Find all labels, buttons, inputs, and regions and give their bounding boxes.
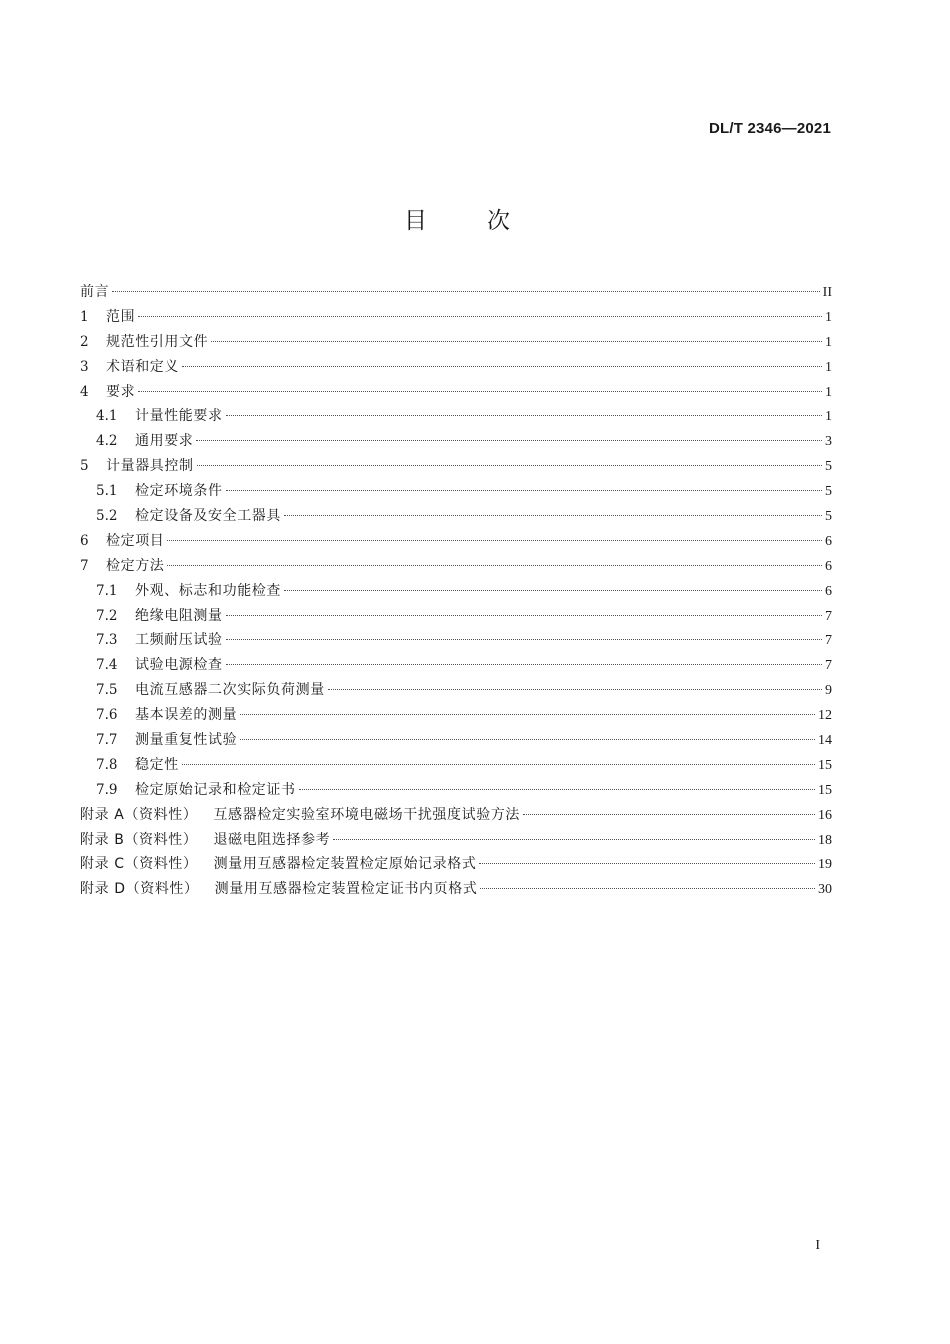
- toc-entry-number: 2: [80, 333, 89, 350]
- toc-entry[interactable]: [80, 380, 832, 405]
- toc-entry[interactable]: [80, 529, 832, 554]
- toc-leader-dots: [299, 789, 815, 790]
- toc-entry-page: 19: [818, 857, 832, 873]
- toc-entry-page: 5: [825, 509, 832, 525]
- toc-entry-page: 18: [818, 832, 832, 848]
- toc-entry-page: 3: [825, 434, 832, 450]
- toc-entry-label: 退磁电阻选择参考: [213, 831, 331, 848]
- toc-entry-number: 4: [80, 383, 89, 400]
- toc-entry-page: 15: [818, 757, 832, 773]
- toc-subentry[interactable]: [80, 479, 832, 504]
- toc-leader-dots: [196, 440, 822, 441]
- toc-entry-number: 7.7: [96, 732, 118, 749]
- toc-entry-number: 7.5: [96, 682, 118, 699]
- toc-entry-label: 要求: [106, 383, 136, 400]
- toc-leader-dots: [328, 689, 822, 690]
- toc-leader-dots: [226, 415, 822, 416]
- toc-entry-number: 6: [80, 532, 89, 549]
- toc-entry-page: 16: [818, 807, 832, 823]
- toc-entry-page: 5: [825, 459, 832, 475]
- toc-entry-page: 1: [825, 334, 832, 350]
- toc-entry-label: 绝缘电阻测量: [135, 607, 223, 624]
- toc-entry-label: 检定环境条件: [135, 483, 223, 500]
- toc-entry-label: 范围: [106, 308, 136, 325]
- toc-entry-number: 7: [80, 557, 89, 574]
- toc-entry-label: 通用要求: [135, 433, 194, 450]
- toc-entry-label: 前言: [80, 284, 110, 300]
- toc-entry-label: 计量性能要求: [135, 408, 223, 425]
- toc-entry-page: 7: [825, 608, 832, 624]
- toc-entry-number: 7.4: [96, 657, 118, 674]
- toc-entry-label: 检定设备及安全工器具: [135, 508, 281, 525]
- toc-leader-dots: [167, 565, 822, 566]
- toc-entry-number: 7.6: [96, 707, 118, 724]
- toc-leader-dots: [197, 465, 822, 466]
- toc-entry-page: 1: [825, 409, 832, 425]
- toc-entry[interactable]: [80, 355, 832, 380]
- toc-entry-label: 电流互感器二次实际负荷测量: [135, 682, 325, 699]
- toc-appendix-prefix: 附录 B（资料性）: [80, 831, 198, 848]
- toc-entry[interactable]: [80, 330, 832, 355]
- toc-appendix-prefix: 附录 A（资料性）: [80, 806, 198, 823]
- toc-entry-label: 计量器具控制: [106, 458, 194, 475]
- toc-entry-page: 7: [825, 633, 832, 649]
- toc-subentry[interactable]: [80, 703, 832, 728]
- toc-title-char-1: 目: [404, 208, 427, 234]
- toc-appendix-prefix: 附录 C（资料性）: [80, 856, 198, 873]
- toc-entry[interactable]: [80, 454, 832, 479]
- toc-leader-dots: [523, 814, 815, 815]
- toc-entry-label: 工频耐压试验: [135, 632, 223, 649]
- toc-leader-dots: [240, 714, 815, 715]
- toc-entry-number: 7.2: [96, 607, 118, 624]
- toc-entry-label: 试验电源检查: [135, 657, 223, 674]
- toc-subentry[interactable]: [80, 604, 832, 629]
- toc-entry-page: 6: [825, 558, 832, 574]
- toc-entry-page: 30: [818, 882, 832, 898]
- toc-entry-label: 基本误差的测量: [135, 707, 238, 724]
- toc-leader-dots: [284, 515, 822, 516]
- toc-entry-page: 9: [825, 683, 832, 699]
- toc-entry[interactable]: [80, 554, 832, 579]
- toc-entry-number: 5.2: [96, 508, 118, 525]
- toc-entry-label: 测量重复性试验: [135, 732, 238, 749]
- toc-subentry[interactable]: [80, 753, 832, 778]
- toc-subentry[interactable]: [80, 628, 832, 653]
- toc-entry-page: 14: [818, 733, 832, 749]
- toc-subentry[interactable]: [80, 504, 832, 529]
- toc-entry-number: 1: [80, 308, 89, 325]
- toc-leader-dots: [138, 316, 822, 317]
- toc-subentry[interactable]: [80, 653, 832, 678]
- toc-appendix-prefix: 附录 D（资料性）: [80, 881, 199, 898]
- toc-entry-page: 5: [825, 484, 832, 500]
- toc-leader-dots: [112, 291, 819, 292]
- toc-entry-foreword[interactable]: [80, 280, 832, 305]
- toc-entry-number: 4.1: [96, 408, 118, 425]
- toc-entry-label: 检定原始记录和检定证书: [135, 781, 296, 798]
- toc-entry-number: 7.3: [96, 632, 118, 649]
- toc-subentry[interactable]: [80, 579, 832, 604]
- toc-appendix-a[interactable]: [80, 803, 832, 828]
- toc-entry-number: 7.1: [96, 582, 118, 599]
- toc-appendix-d[interactable]: [80, 877, 832, 902]
- toc-entry-number: 7.9: [96, 781, 118, 798]
- toc-entry-page: 12: [818, 708, 832, 724]
- toc-subentry[interactable]: [80, 404, 832, 429]
- toc-entry-label: 外观、标志和功能检查: [135, 582, 281, 599]
- toc-entry-page: 6: [825, 583, 832, 599]
- toc-leader-dots: [226, 664, 822, 665]
- toc-entry-number: 7.8: [96, 756, 118, 773]
- toc-leader-dots: [284, 590, 822, 591]
- toc-entry-label: 稳定性: [135, 756, 179, 773]
- toc-entry-page: II: [822, 285, 832, 300]
- toc-entry-label: 互感器检定实验室环境电磁场干扰强度试验方法: [213, 806, 521, 823]
- toc-appendix-c[interactable]: [80, 852, 832, 877]
- toc-subentry[interactable]: [80, 678, 832, 703]
- toc-leader-dots: [480, 888, 815, 889]
- toc-entry-number: 5.1: [96, 483, 118, 500]
- toc-entry-page: 1: [825, 359, 832, 375]
- toc-entry-page: 7: [825, 658, 832, 674]
- toc-subentry[interactable]: [80, 728, 832, 753]
- toc-entry-number: 4.2: [96, 433, 118, 450]
- toc-entry-page: 1: [825, 384, 832, 400]
- toc-entry-page: 1: [825, 309, 832, 325]
- toc-subentry[interactable]: [80, 778, 832, 803]
- toc-title-char-2: 次: [487, 208, 510, 234]
- toc-leader-dots: [138, 391, 822, 392]
- toc-entry-label: 测量用互感器检定装置检定原始记录格式: [213, 856, 477, 873]
- toc-leader-dots: [182, 366, 822, 367]
- toc-entry-label: 测量用互感器检定装置检定证书内页格式: [214, 881, 478, 898]
- toc-leader-dots: [333, 839, 815, 840]
- toc-entry-page: 6: [825, 533, 832, 549]
- toc-entry-label: 检定方法: [106, 557, 165, 574]
- page-number: I: [815, 1238, 820, 1253]
- toc-leader-dots: [226, 490, 822, 491]
- toc-leader-dots: [226, 639, 822, 640]
- toc-entry-label: 规范性引用文件: [106, 333, 209, 350]
- toc-subentry[interactable]: [80, 429, 832, 454]
- toc-list: [80, 280, 832, 902]
- toc-entry-page: 15: [818, 782, 832, 798]
- toc-entry-number: 5: [80, 458, 89, 475]
- document-code: DL/T 2346—2021: [708, 120, 831, 137]
- toc-entry-label: 检定项目: [106, 532, 165, 549]
- toc-leader-dots: [479, 863, 815, 864]
- toc-leader-dots: [240, 739, 815, 740]
- toc-leader-dots: [182, 764, 815, 765]
- toc-title: [0, 202, 914, 235]
- toc-appendix-b[interactable]: [80, 828, 832, 853]
- toc-leader-dots: [211, 341, 822, 342]
- toc-entry[interactable]: [80, 305, 832, 330]
- toc-leader-dots: [226, 615, 822, 616]
- toc-entry-number: 3: [80, 358, 89, 375]
- toc-entry-label: 术语和定义: [106, 358, 179, 375]
- toc-leader-dots: [167, 540, 822, 541]
